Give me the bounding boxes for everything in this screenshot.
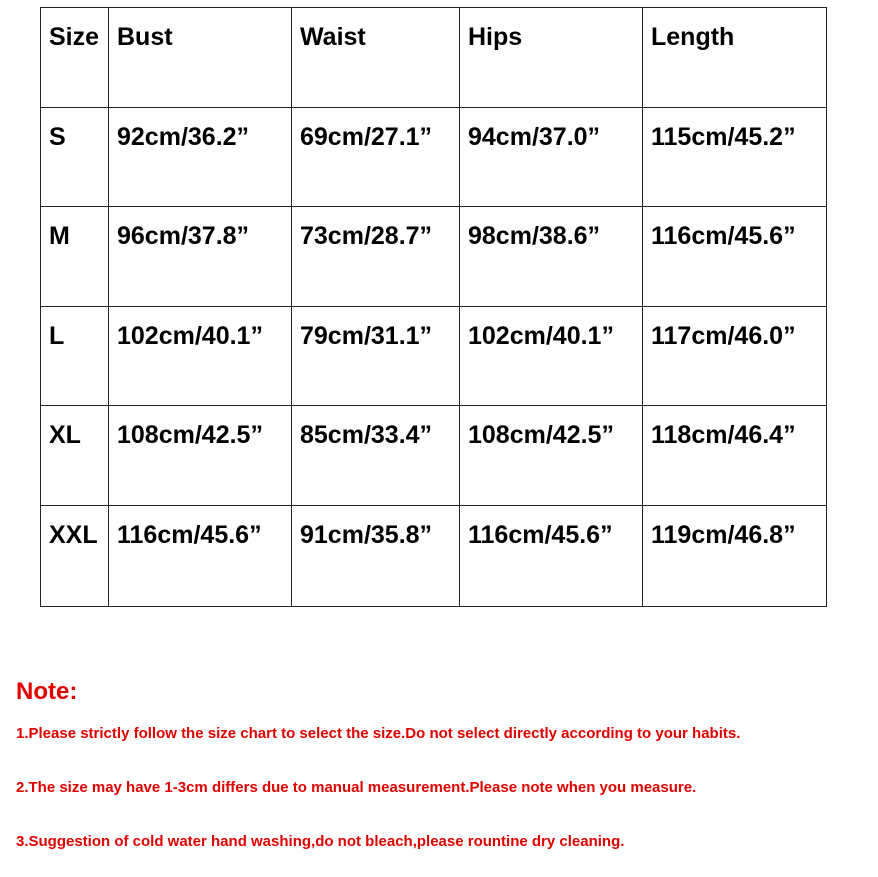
waist-cell: 85cm/33.4” xyxy=(292,406,460,506)
size-cell: XXL xyxy=(41,505,109,606)
hips-cell: 94cm/37.0” xyxy=(460,107,643,207)
bust-cell: 116cm/45.6” xyxy=(109,505,292,606)
table-row xyxy=(41,107,827,207)
bust-cell: 92cm/36.2” xyxy=(109,107,292,207)
hips-cell: 108cm/42.5” xyxy=(460,406,643,506)
size-cell: L xyxy=(41,306,109,406)
bust-cell: 102cm/40.1” xyxy=(109,306,292,406)
note-line-1: 1.Please strictly follow the size chart to select the size.Do not select directly according to your habits. xyxy=(16,725,741,742)
size-chart-table xyxy=(40,7,827,607)
waist-cell: 69cm/27.1” xyxy=(292,107,460,207)
length-cell: 117cm/46.0” xyxy=(643,306,827,406)
table-row xyxy=(41,505,827,606)
hips-cell: 102cm/40.1” xyxy=(460,306,643,406)
table-header-row xyxy=(41,8,827,108)
header-length: Length xyxy=(643,8,827,108)
hips-cell: 116cm/45.6” xyxy=(460,505,643,606)
size-cell: S xyxy=(41,107,109,207)
waist-cell: 73cm/28.7” xyxy=(292,207,460,307)
hips-cell: 98cm/38.6” xyxy=(460,207,643,307)
table-row xyxy=(41,306,827,406)
table-row xyxy=(41,207,827,307)
length-cell: 116cm/45.6” xyxy=(643,207,827,307)
bust-cell: 108cm/42.5” xyxy=(109,406,292,506)
length-cell: 119cm/46.8” xyxy=(643,505,827,606)
length-cell: 115cm/45.2” xyxy=(643,107,827,207)
header-bust: Bust xyxy=(109,8,292,108)
length-cell: 118cm/46.4” xyxy=(643,406,827,506)
size-cell: M xyxy=(41,207,109,307)
note-line-3: 3.Suggestion of cold water hand washing,do not bleach,please rountine dry cleaning. xyxy=(16,833,625,850)
table-row xyxy=(41,406,827,506)
header-hips: Hips xyxy=(460,8,643,108)
header-size: Size xyxy=(41,8,109,108)
bust-cell: 96cm/37.8” xyxy=(109,207,292,307)
waist-cell: 79cm/31.1” xyxy=(292,306,460,406)
waist-cell: 91cm/35.8” xyxy=(292,505,460,606)
size-cell: XL xyxy=(41,406,109,506)
note-title: Note: xyxy=(16,678,78,705)
note-line-2: 2.The size may have 1-3cm differs due to manual measurement.Please note when you measure. xyxy=(16,779,697,796)
header-waist: Waist xyxy=(292,8,460,108)
